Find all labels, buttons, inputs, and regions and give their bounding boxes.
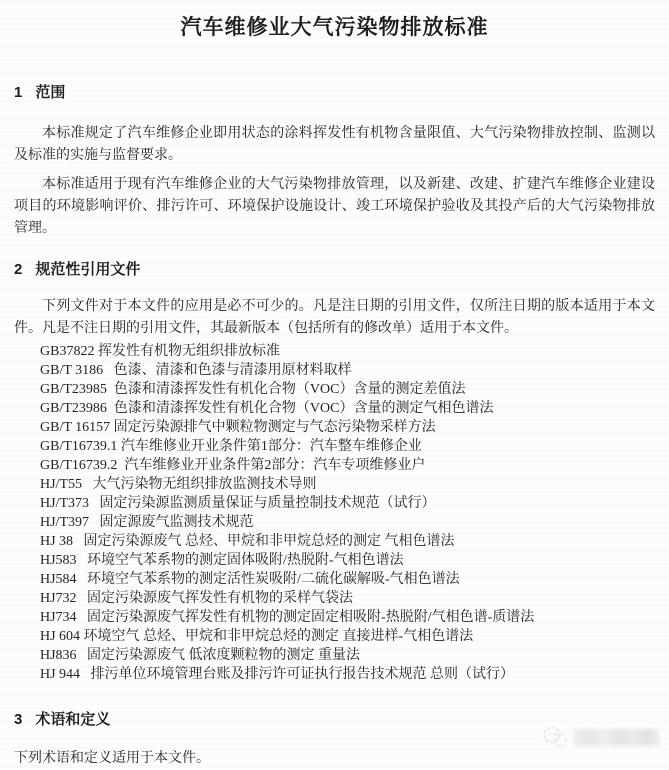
reference-item: HJ583 环境空气苯系物的测定固体吸附/热脱附-气相色谱法 xyxy=(40,553,404,568)
blurred-logo-icon xyxy=(542,725,570,749)
references-intro-paragraph: 下列文件对于本文件的应用是必不可少的。凡是注日期的引用文件，仅所注日期的版本适用于本文件。凡是不注日期的引用文件，其最新版本（包括所有的修改单）适用于本文件。 xyxy=(14,299,655,336)
reference-item: GB/T16739.1 汽车维修业开业条件第1部分：汽车整车维修企业 xyxy=(40,439,422,454)
reference-item: HJ836 固定污染源废气 低浓度颗粒物的测定 重量法 xyxy=(40,648,361,663)
reference-item: HJ734 固定污染源废气挥发性有机物的测定固定相吸附-热脱附/气相色谱-质谱法 xyxy=(40,610,535,625)
section-3-title: 术语和定义 xyxy=(35,711,111,728)
reference-item: GB37822 挥发性有机物无组织排放标准 xyxy=(40,344,280,359)
section-1-heading xyxy=(14,83,655,103)
reference-item: HJ/T397 固定源废气监测技术规范 xyxy=(40,515,254,530)
document-title: 汽车维修业大气污染物排放标准 xyxy=(180,16,489,39)
section-3-number: 3 xyxy=(14,711,23,728)
reference-item: HJ 604 环境空气 总烃、甲烷和非甲烷总烃的测定 直接进样-气相色谱法 xyxy=(40,629,474,644)
reference-item: HJ 38 固定污染源废气 总烃、甲烷和非甲烷总烃的测定 气相色谱法 xyxy=(40,534,455,549)
blurred-watermark-text xyxy=(574,729,660,746)
section-1-number: 1 xyxy=(14,84,23,101)
reference-item: GB/T23985 色漆和清漆挥发性有机化合物（VOC）含量的测定差值法 xyxy=(40,382,466,397)
reference-item: HJ584 环境空气苯系物的测定活性炭吸附/二硫化碳解吸-气相色谱法 xyxy=(40,572,460,587)
terms-intro-paragraph: 下列术语和定义适用于本文件。 xyxy=(14,751,210,766)
scope-paragraph-2: 本标准适用于现有汽车维修企业的大气污染物排放管理，以及新建、改建、扩建汽车维修企业建设项目的环境影响评价、排污许可、环境保护设施设计、竣工环境保护验收及其投产后的大气污染物排放管理。 xyxy=(14,177,655,236)
scope-paragraph-1: 本标准规定了汽车维修企业即用状态的涂料挥发性有机物含量限值、大气污染物排放控制、监测以及标准的实施与监督要求。 xyxy=(14,126,655,163)
reference-item: GB/T 16157 固定污染源排气中颗粒物测定与气态污染物采样方法 xyxy=(40,420,436,435)
reference-item: HJ/T55 大气污染物无组织排放监测技术导则 xyxy=(40,477,317,492)
section-2-heading xyxy=(14,260,655,280)
reference-item: GB/T16739.2 汽车维修业开业条件第2部分：汽车专项维修业户 xyxy=(40,458,426,473)
normative-references-list xyxy=(40,342,655,684)
reference-item: GB/T23986 色漆和清漆挥发性有机化合物（VOC）含量的测定气相色谱法 xyxy=(40,401,494,416)
reference-item: HJ/T373 固定污染源监测质量保证与质量控制技术规范（试行） xyxy=(40,496,436,511)
section-2-title: 规范性引用文件 xyxy=(35,261,141,278)
section-2-number: 2 xyxy=(14,261,23,278)
watermark xyxy=(542,725,660,749)
section-1-title: 范围 xyxy=(35,84,66,101)
reference-item: GB/T 3186 色漆、清漆和色漆与清漆用原材料取样 xyxy=(40,363,352,378)
reference-item: HJ732 固定污染源废气挥发性有机物的采样气袋法 xyxy=(40,591,354,606)
reference-item: HJ 944 排污单位环境管理台账及排污许可证执行报告技术规范 总则（试行） xyxy=(40,667,515,682)
